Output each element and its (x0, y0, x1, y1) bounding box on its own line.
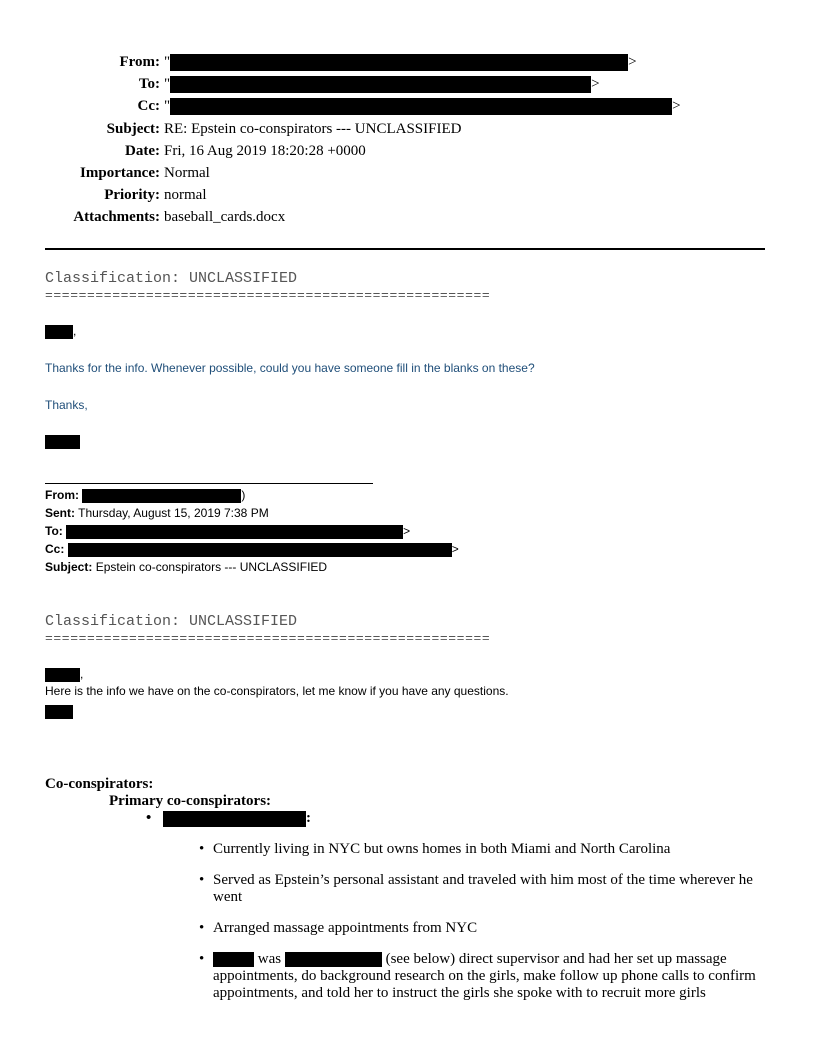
to-suffix: > (591, 76, 600, 92)
fwd-classification-banner: Classification: UNCLASSIFIED (45, 613, 298, 630)
redaction-bar (45, 668, 80, 682)
from-prefix: " (164, 54, 171, 70)
list-item: • Currently living in NYC but owns homes in both Miami and North Carolina (199, 841, 671, 857)
subject-label: Subject: (106, 121, 160, 137)
fwd-body: Here is the info we have on the co-conspirators, let me know if you have any questions. (45, 684, 509, 698)
signature (45, 434, 80, 449)
redaction-bar (82, 489, 241, 503)
to-label: To: (138, 76, 160, 92)
fwd-sent-row (45, 504, 269, 522)
from-suffix: > (628, 54, 637, 70)
memo-heading: Co-conspirators: (45, 776, 154, 792)
list-item: • Served as Epstein’s personal assistant and traveled with him most of the time wherever he went (199, 872, 753, 905)
redaction-bar (68, 543, 452, 557)
redaction-bar (170, 76, 591, 93)
to-prefix: " (164, 76, 171, 92)
redaction-bar (45, 435, 80, 449)
header-importance-row (0, 162, 816, 184)
greeting (45, 324, 76, 339)
importance-value: Normal (164, 165, 210, 181)
header-subject-row (0, 118, 816, 140)
fwd-from-label: From: (45, 488, 79, 502)
cc-suffix: > (672, 98, 681, 114)
list-item: • Arranged massage appointments from NYC (199, 920, 478, 936)
priority-label: Priority: (104, 187, 160, 203)
bullet-colon: : (306, 810, 312, 826)
classification-banner: Classification: UNCLASSIFIED (45, 270, 298, 287)
date-value: Fri, 16 Aug 2019 18:20:28 +0000 (164, 143, 366, 159)
fwd-from-row (45, 486, 245, 504)
date-label: Date: (125, 143, 160, 159)
redaction-bar (170, 54, 628, 71)
greeting-comma: , (73, 324, 77, 338)
fwd-signature (45, 704, 73, 719)
header-from-row (0, 51, 816, 73)
fwd-equals-divider: ===================================================== (45, 631, 491, 646)
equals-divider: ===================================================== (45, 288, 491, 303)
redaction-bar (170, 98, 672, 115)
reply-line-1: Thanks for the info. Whenever possible, could you have someone fill in the blanks on these? (45, 361, 535, 375)
header-priority-row (0, 184, 816, 206)
fwd-to-label: To: (45, 524, 63, 538)
reply-line-2: Thanks, (45, 398, 88, 412)
attachment-link[interactable]: baseball_cards.docx (164, 209, 286, 225)
from-label: From: (119, 54, 160, 70)
fwd-sent-label: Sent: (45, 506, 75, 520)
fwd-to-row (45, 522, 410, 540)
header-date-row (0, 140, 816, 162)
fwd-sent-value: Thursday, August 15, 2019 7:38 PM (78, 506, 269, 520)
importance-label: Importance: (80, 165, 160, 181)
fwd-cc-label: Cc: (45, 542, 65, 556)
redaction-bar (213, 952, 254, 967)
fwd-cc-suffix: > (451, 542, 459, 556)
detail-list (199, 841, 773, 1016)
header-to-row (0, 73, 816, 95)
fwd-subject-label: Subject: (45, 560, 93, 574)
fwd-greeting (45, 667, 83, 682)
redaction-bar (285, 952, 382, 967)
redaction-bar (45, 325, 73, 339)
fwd-subject-row (45, 558, 327, 576)
subject-value: RE: Epstein co-conspirators --- UNCLASSIFIED (164, 121, 462, 137)
fwd-subject-value: Epstein co-conspirators --- UNCLASSIFIED (95, 560, 328, 574)
cc-label: Cc: (137, 98, 160, 114)
redaction-bar (163, 811, 306, 827)
list-item: • was (see below) direct supervisor and had her set up massage appointments, do background research on the girls, make follow up phone calls to confirm appointments, and told her to instruct the girls she spoke with to recruit more girls (199, 951, 756, 1001)
redaction-bar (45, 705, 73, 719)
forward-separator (45, 483, 373, 484)
memo-subheading: Primary co-conspirators: (109, 793, 272, 809)
header-attachments-row (0, 206, 816, 228)
header-cc-row (0, 95, 816, 117)
primary-bullet (146, 810, 311, 827)
fwd-to-suffix: > (403, 524, 411, 538)
cc-prefix: " (164, 98, 171, 114)
redaction-bar (66, 525, 403, 539)
fwd-cc-row (45, 540, 459, 558)
fwd-greeting-comma: , (80, 667, 84, 681)
fwd-from-suffix: ) (241, 488, 246, 502)
bullet-glyph: • (146, 810, 152, 826)
priority-value: normal (164, 187, 207, 203)
header-divider (45, 248, 765, 250)
attachments-label: Attachments: (73, 209, 160, 225)
